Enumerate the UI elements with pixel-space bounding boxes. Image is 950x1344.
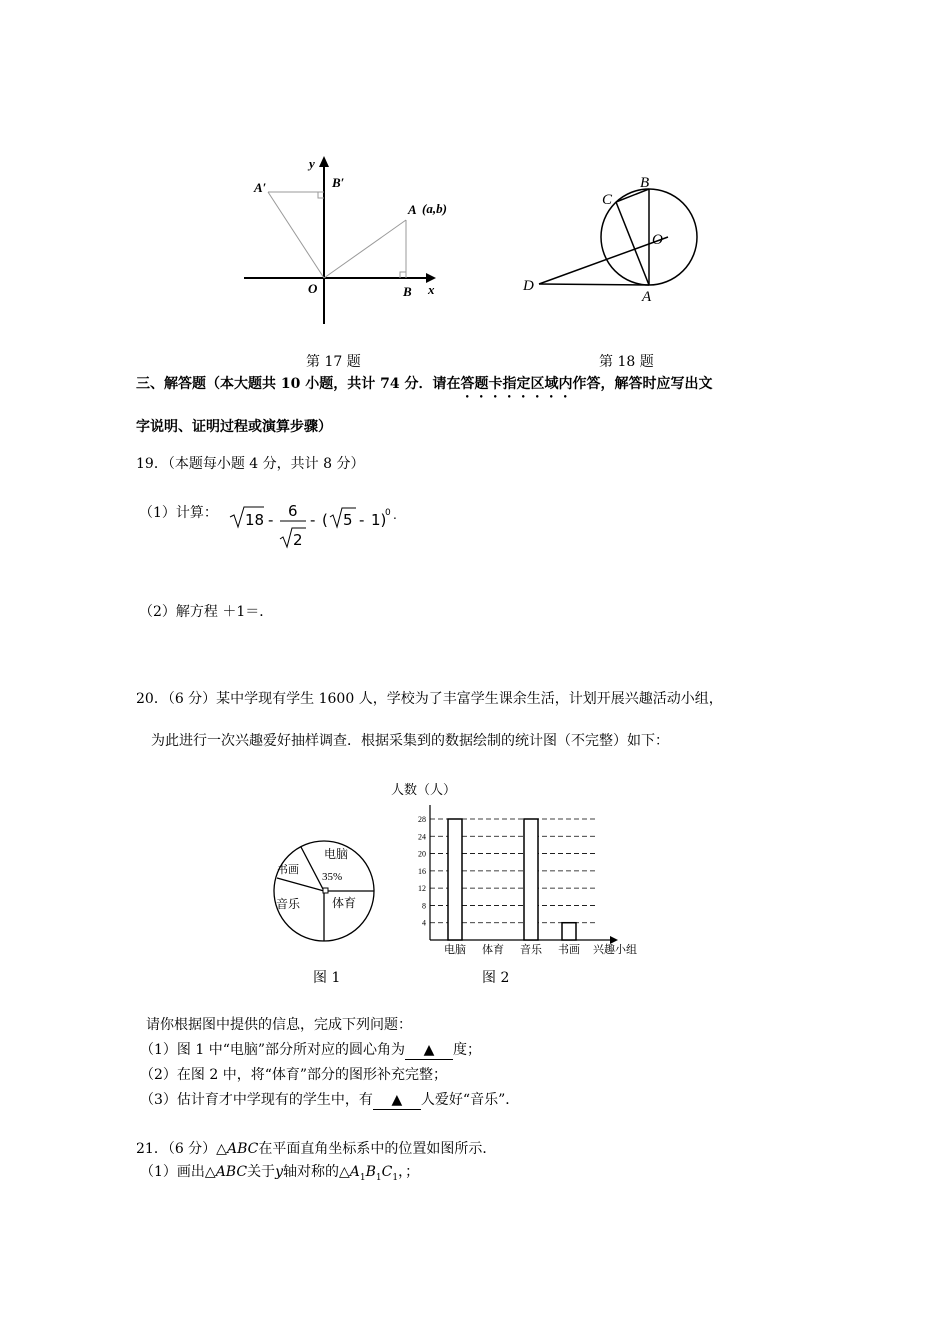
- q20-sub2: （2）在图 2 中，将“体育”部分的图形补充完整；: [140, 1067, 448, 1083]
- open-paren: (: [322, 511, 328, 529]
- bar-chart-caption: 图 2: [482, 970, 510, 986]
- y-tick-label: 24: [418, 832, 426, 842]
- pie-label-computer: 电脑: [324, 847, 349, 861]
- q20-sub1-blank[interactable]: ▲: [405, 1041, 453, 1060]
- label-b-prime: B′: [332, 175, 345, 190]
- q21-line1-b: 在平面直角坐标系中的位置如图所示．: [258, 1141, 497, 1157]
- x-axis-arrow: [610, 936, 618, 944]
- label-b: B: [640, 175, 650, 191]
- section-3-heading-emph: 答题卡指定区域内: [460, 376, 573, 392]
- y-tick-label: 28: [418, 815, 426, 824]
- q20-sub3-text-b: 人爱好“音乐”．: [420, 1092, 520, 1108]
- q21-line2-a1: A: [349, 1164, 360, 1180]
- q21-line2: [140, 1162, 419, 1188]
- exponent-0: 0: [385, 508, 391, 518]
- label-y: y: [309, 156, 315, 171]
- q21-line2-a: （1）画出△: [140, 1164, 216, 1180]
- q19-desc: （本题每小题 4 分，共计 8 分）: [167, 456, 365, 472]
- radicand-5: 5: [343, 511, 353, 529]
- q20-sub1-text-a: （1）图 1 中“电脑”部分所对应的圆心角为: [140, 1042, 406, 1058]
- one-close: 1): [371, 511, 387, 529]
- segment-da: [539, 284, 649, 285]
- radicand-18: 18: [245, 511, 265, 529]
- minus-3: -: [359, 511, 365, 529]
- divider-left: [277, 878, 324, 891]
- y-axis-arrow: [319, 156, 329, 167]
- label-d: D: [523, 278, 534, 294]
- q19-number: 19．: [136, 456, 168, 472]
- minus-2: -: [310, 511, 316, 529]
- chart-title: 人数（人）: [391, 782, 457, 797]
- q20-sub1-text-b: 度；: [453, 1042, 482, 1058]
- section-3-heading-line2: 字说明、证明过程或演算步骤）: [136, 419, 332, 435]
- label-a: A: [408, 202, 417, 217]
- figure-17-caption: 第 17 题: [306, 354, 361, 370]
- q21-line2-c1-sub: 1: [392, 1172, 399, 1183]
- q19-part2: （2）解方程 ＋1＝．: [139, 604, 274, 620]
- q21-line2-b: 关于: [247, 1164, 276, 1180]
- q21-line2-a1-sub: 1: [359, 1172, 366, 1183]
- q20-line2: 为此进行一次兴趣爱好抽样调查．根据采集到的数据绘制的统计图（不完整）如下：: [151, 733, 669, 749]
- figure-17: [238, 150, 450, 330]
- y-tick-label: 16: [418, 866, 426, 876]
- label-o: O: [652, 232, 663, 248]
- label-a: A: [642, 289, 652, 305]
- q21-line2-b1: B: [365, 1164, 376, 1180]
- label-o: O: [308, 281, 318, 296]
- section-3-heading-part2: 作答，解答时应写出文: [572, 376, 713, 392]
- q21-line2-y: y: [275, 1164, 283, 1180]
- figure-18: [518, 168, 700, 308]
- pie-label-books: 书画: [277, 864, 299, 876]
- q21-line2-c1: C: [381, 1164, 393, 1180]
- pie-label-music: 音乐: [276, 897, 301, 911]
- q20-sub1: [140, 1040, 481, 1060]
- q20-sub3-text-a: （3）估计育才中学现有的学生中，有: [140, 1092, 373, 1108]
- q19-part1-expression: [226, 497, 416, 553]
- x-axis-label: 兴趣小组: [593, 944, 637, 956]
- q21-line1: [136, 1139, 496, 1159]
- pie-label-sports: 体育: [332, 896, 357, 910]
- period: .: [393, 508, 397, 522]
- q20-sub3: [140, 1090, 519, 1110]
- chord-ca: [616, 202, 649, 285]
- q21-line2-b1-sub: 1: [375, 1172, 382, 1183]
- pie-caption: 图 1: [313, 970, 341, 986]
- q20-prompt: 请你根据图中提供的信息，完成下列问题：: [146, 1017, 412, 1033]
- pie-label-pct: 35%: [322, 871, 343, 883]
- y-tick-label: 20: [418, 849, 426, 859]
- q19-part1-label: （1）计算：: [139, 505, 218, 521]
- label-b: B: [403, 284, 412, 299]
- bar-1: [448, 819, 462, 940]
- radicand-2: 2: [293, 531, 303, 549]
- q20-line1: 20．（6 分）某中学现有学生 1600 人，学校为了丰富学生课余生活，计划开展兴趣活动小组，: [136, 691, 723, 707]
- y-tick-label: 8: [422, 901, 426, 911]
- label-x: x: [428, 282, 435, 297]
- y-tick-label: 4: [422, 918, 426, 928]
- category-label: 音乐: [520, 944, 542, 956]
- fraction-numerator: 6: [288, 502, 298, 520]
- q19-header: [136, 454, 364, 474]
- label-a-coord: (a,b): [422, 201, 447, 216]
- right-angle-mark: [323, 888, 328, 893]
- section-3-heading-part1: 三、解答题（本大题共 10 小题，共计 74 分．请在: [136, 376, 461, 392]
- segment-oa: [324, 220, 406, 278]
- bar-4: [562, 923, 576, 940]
- minus-1: -: [268, 511, 274, 529]
- section-3-heading: [136, 374, 712, 401]
- pie-chart: [268, 832, 384, 950]
- label-a-prime: A′: [254, 180, 267, 195]
- figure-18-caption: 第 18 题: [599, 354, 654, 370]
- q20-sub3-blank[interactable]: ▲: [373, 1091, 421, 1110]
- divider-up-left: [301, 847, 324, 891]
- q21-line2-abc: ABC: [215, 1164, 248, 1180]
- bar-chart: [385, 775, 650, 960]
- bar-3: [524, 819, 538, 940]
- q21-line1-a: 21．（6 分）△: [136, 1141, 227, 1157]
- label-c: C: [602, 192, 613, 208]
- category-label: 体育: [482, 944, 504, 956]
- segment-oa-prime: [268, 192, 324, 278]
- q21-line2-c: 轴对称的△: [282, 1164, 350, 1180]
- q21-line1-abc: ABC: [226, 1141, 259, 1157]
- y-tick-label: 12: [418, 884, 426, 894]
- category-label: 电脑: [444, 944, 466, 956]
- category-label: 书画: [558, 944, 580, 956]
- q21-line2-d: ，；: [398, 1164, 420, 1180]
